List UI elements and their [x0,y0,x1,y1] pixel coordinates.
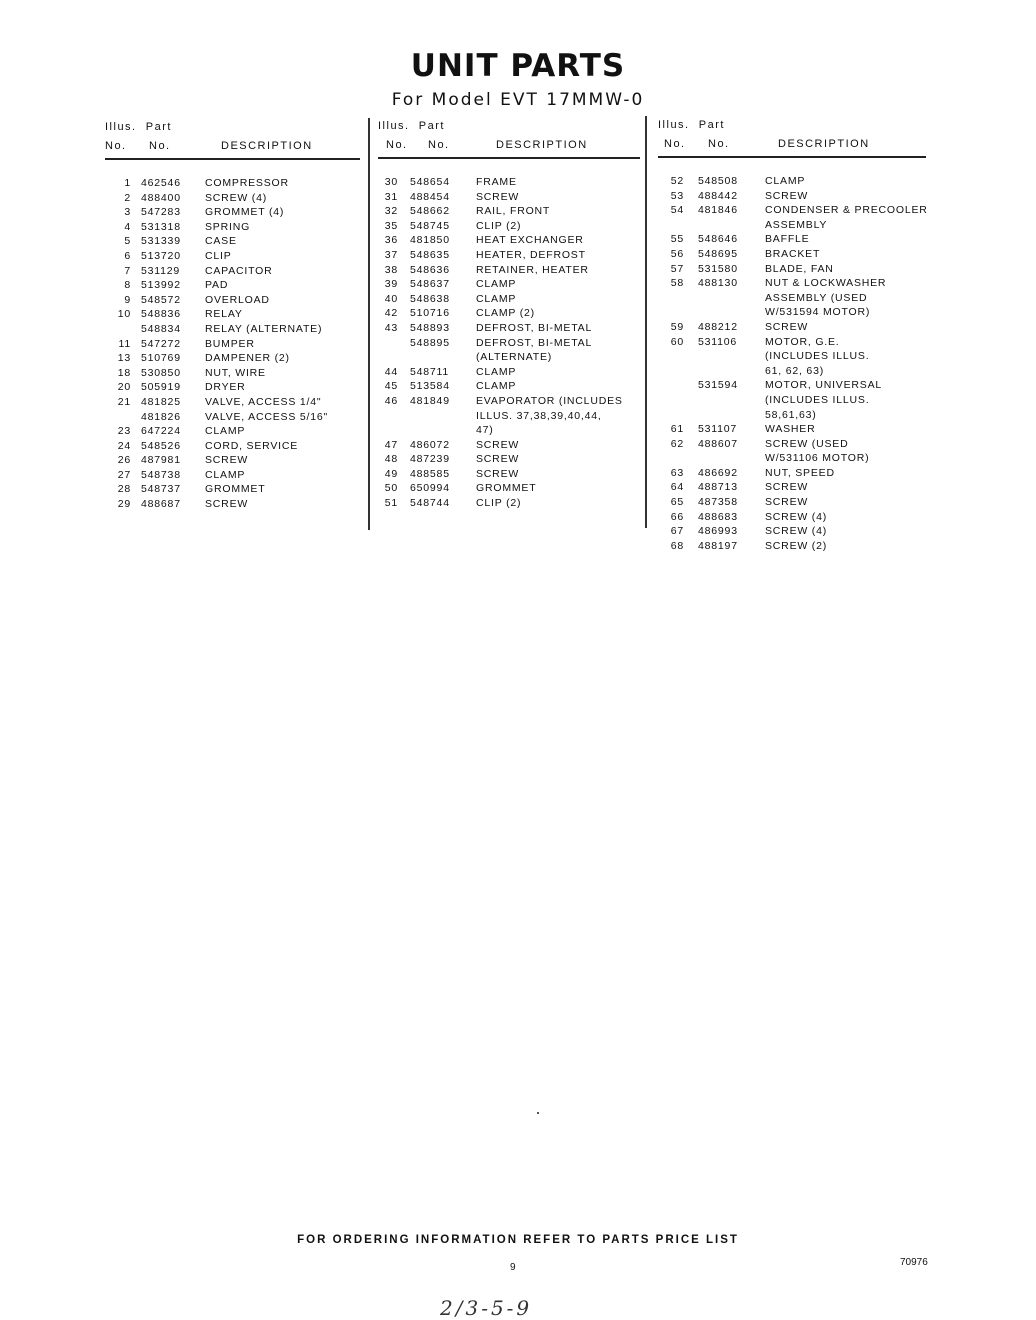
illus-number: 30 [384,176,398,188]
part-description: BRACKET [765,247,821,260]
illus-number: 9 [124,293,131,306]
parts-row [658,495,926,510]
part-number: 481850 [410,234,450,247]
header-part: Part [698,119,725,131]
illus-number: 38 [384,263,398,276]
part-description: SCREW (2) [765,539,828,552]
part-description: SCREW [765,320,809,333]
parts-row [105,410,360,425]
parts-row [378,467,640,482]
parts-row [658,364,926,379]
part-number: 531318 [141,220,181,233]
part-description: SCREW (4) [765,525,828,538]
part-number: 487358 [698,496,738,509]
part-description: FRAME [476,176,517,188]
parts-row [658,320,926,335]
parts-row [658,276,926,291]
illus-number: 4 [124,220,131,233]
parts-row [105,424,360,439]
part-number: 487981 [141,454,181,467]
illus-number: 5 [124,235,131,248]
illus-number: 8 [124,279,131,292]
illus-number: 10 [117,308,131,321]
parts-row [105,453,360,468]
header-part: Part [418,120,445,132]
part-description: NUT, SPEED [765,466,835,479]
part-description: NUT & LOCKWASHER [765,277,887,290]
part-number: 462546 [141,177,181,189]
illus-number: 53 [670,189,684,202]
part-description: SCREW [765,189,809,202]
part-number: 488585 [410,467,450,480]
parts-row [378,394,640,409]
part-number: 547272 [141,337,181,350]
part-description: VALVE, ACCESS 5/16" [205,410,329,423]
parts-row [378,175,640,190]
illus-number: 59 [670,320,684,333]
parts-row [105,220,360,235]
part-description: MOTOR, G.E. [765,335,840,348]
part-description: ILLUS. 37,38,39,40,44, [476,409,602,422]
parts-row [378,365,640,380]
column-header [378,120,640,159]
illus-number: 1 [124,177,131,189]
parts-row [378,306,640,321]
part-description: CAPACITOR [205,264,273,277]
part-description: CORD, SERVICE [205,439,299,452]
part-description: CLIP (2) [476,219,522,232]
part-number: 548646 [698,233,738,246]
part-number: 530850 [141,366,181,379]
illus-number: 21 [117,395,131,408]
part-description: DRYER [205,381,246,394]
parts-row [658,291,926,306]
parts-row [658,349,926,364]
parts-row [378,292,640,307]
illus-number: 2 [124,191,131,204]
illus-number: 13 [117,352,131,365]
part-description: CLAMP [476,292,517,305]
header-description: DESCRIPTION [778,138,870,150]
parts-row [658,437,926,452]
part-number: 488130 [698,277,738,290]
illus-number: 42 [384,307,398,320]
parts-row [378,248,640,263]
parts-row [105,293,360,308]
part-number: 531129 [141,264,181,277]
illus-number: 65 [670,496,684,509]
parts-row [658,247,926,262]
part-number: 510716 [410,307,450,320]
illus-number: 50 [384,482,398,495]
part-description: DEFROST, BI-METAL [476,321,593,334]
header-part-no: No. [708,138,730,150]
part-number: 548638 [410,292,450,305]
part-number: 488400 [141,191,181,204]
illus-number: 11 [118,337,131,350]
part-description: CLAMP [205,425,246,438]
part-description: 61, 62, 63) [765,364,825,377]
part-description: GROMMET [205,483,266,496]
parts-row [105,176,360,191]
illus-number: 66 [670,510,684,523]
part-number: 481826 [141,410,181,423]
part-description: GROMMET (4) [205,206,285,219]
part-number: 486993 [698,525,738,538]
part-description: SCREW [205,498,249,511]
illus-number: 6 [124,249,131,262]
part-number: 513720 [141,249,181,262]
part-number: 488197 [698,539,738,552]
part-description: CLAMP [205,468,246,481]
ordering-footer: FOR ORDERING INFORMATION REFER TO PARTS PRICE LIST [297,1234,739,1246]
illus-number: 46 [384,394,398,407]
part-description: BLADE, FAN [765,262,834,275]
part-description: RETAINER, HEATER [476,263,589,276]
part-number: 531106 [698,335,738,348]
parts-row [658,408,926,423]
illus-number: 52 [670,175,684,187]
part-description: NUT, WIRE [205,366,266,379]
parts-row [658,510,926,525]
part-description: ASSEMBLY [765,218,828,231]
document-code: 70976 [900,1257,928,1268]
illus-number: 20 [117,381,131,394]
part-number: 531580 [698,262,738,275]
parts-row [105,322,360,337]
column-header [105,121,360,160]
part-description: (INCLUDES ILLUS. [765,350,870,363]
scan-speck [537,1112,539,1114]
parts-row [378,350,640,365]
illus-number: 47 [384,438,398,451]
header-illus: Illus. [658,119,690,131]
part-number: 548893 [410,321,450,334]
illus-number: 31 [384,190,398,203]
part-number: 481849 [410,394,450,407]
part-description: SCREW [476,453,520,466]
header-description: DESCRIPTION [221,140,313,152]
part-number: 548695 [698,247,738,260]
illus-number: 57 [670,262,684,275]
part-description: CLAMP [476,365,517,378]
part-number: 488687 [141,498,181,511]
illus-number: 51 [384,497,398,510]
part-description: HEATER, DEFROST [476,248,586,261]
parts-row [105,234,360,249]
illus-number: 43 [384,321,398,334]
parts-row [105,380,360,395]
parts-row [105,264,360,279]
part-number: 531594 [698,379,738,392]
parts-row [378,379,640,394]
parts-row [105,351,360,366]
illus-number: 23 [117,425,131,438]
part-number: 481825 [141,395,181,408]
part-description: CLIP [205,249,232,262]
part-number: 531107 [698,423,738,436]
parts-row [658,305,926,320]
part-description: SPRING [205,220,251,233]
part-description: SCREW (4) [205,191,268,204]
part-description: GROMMET [476,482,537,495]
header-no: No. [664,138,686,150]
part-number: 486692 [698,466,738,479]
parts-row [378,452,640,467]
part-number: 650994 [410,482,450,495]
parts-column-1 [105,121,360,512]
part-description: SCREW [476,438,520,451]
part-number: 548636 [410,263,450,276]
part-description: CLAMP [765,175,806,187]
illus-number: 36 [384,234,398,247]
part-number: 486072 [410,438,450,451]
part-number: 547283 [141,206,181,219]
parts-rows [658,174,926,553]
part-description: CLAMP (2) [476,307,535,320]
part-description: (ALTERNATE) [476,351,553,364]
header-part-no: No. [428,139,450,151]
part-number: 505919 [141,381,181,394]
illus-number: 60 [670,335,684,348]
part-number: 548508 [698,175,738,187]
parts-rows [378,175,640,511]
illus-number: 26 [117,454,131,467]
part-description: RELAY (ALTERNATE) [205,322,323,335]
part-description: CLIP (2) [476,497,522,510]
parts-row [105,249,360,264]
part-number: 548836 [141,308,181,321]
parts-row [658,218,926,233]
part-description: COMPRESSOR [205,177,289,189]
part-description: MOTOR, UNIVERSAL [765,379,883,392]
parts-row [658,232,926,247]
parts-rows [105,176,360,512]
illus-number: 49 [384,467,398,480]
illus-number: 67 [670,525,684,538]
illus-number: 24 [117,439,131,452]
header-illus: Illus. [378,120,410,132]
part-description: WASHER [765,423,816,436]
part-description: CONDENSER & PRECOOLER [765,204,928,217]
part-description: ASSEMBLY (USED [765,291,868,304]
illus-number: 27 [117,468,131,481]
part-description: CASE [205,235,237,248]
parts-row [105,497,360,512]
header-part-no: No. [149,140,171,152]
parts-row [105,337,360,352]
part-number: 548662 [410,205,450,218]
part-number: 548637 [410,278,450,291]
illus-number: 3 [124,206,131,219]
parts-row [658,174,926,189]
part-description: W/531594 MOTOR) [765,306,871,319]
parts-row [658,393,926,408]
illus-number: 61 [670,423,684,436]
part-description: SCREW [476,467,520,480]
part-number: 531339 [141,235,181,248]
model-subtitle: For Model EVT 17MMW-0 [391,90,645,110]
parts-column-2 [378,120,640,511]
column-divider [368,118,370,530]
parts-row [658,335,926,350]
parts-row [378,204,640,219]
illus-number: 32 [384,205,398,218]
illus-number: 39 [384,278,398,291]
part-description: RELAY [205,308,243,321]
part-description: (INCLUDES ILLUS. [765,393,870,406]
parts-row [105,205,360,220]
header-part: Part [145,121,172,133]
part-number: 488454 [410,190,450,203]
parts-row [105,191,360,206]
parts-row [378,219,640,234]
column-divider [645,116,647,528]
part-number: 548572 [141,293,181,306]
part-number: 548745 [410,219,450,232]
parts-row [378,263,640,278]
part-number: 481846 [698,204,738,217]
illus-number: 54 [670,204,684,217]
part-number: 488212 [698,320,738,333]
illus-number: 55 [670,233,684,246]
illus-number: 45 [384,380,398,393]
parts-row [378,336,640,351]
parts-row [378,481,640,496]
illus-number: 63 [670,466,684,479]
part-description: CLAMP [476,278,517,291]
parts-row [378,233,640,248]
parts-row [658,524,926,539]
illus-number: 18 [117,366,131,379]
part-description: VALVE, ACCESS 1/4" [205,395,322,408]
illus-number: 58 [670,277,684,290]
part-description: SCREW (USED [765,437,849,450]
illus-number: 35 [384,219,398,232]
part-description: EVAPORATOR (INCLUDES [476,394,623,407]
part-description: CLAMP [476,380,517,393]
parts-row [378,409,640,424]
parts-row [378,277,640,292]
part-description: SCREW [476,190,520,203]
header-illus: Illus. [105,121,137,133]
part-number: 513992 [141,279,181,292]
illus-number: 62 [670,437,684,450]
part-number: 647224 [141,425,181,438]
handwritten-note: 2/3-5-9 [440,1296,533,1320]
page-number: 9 [510,1262,516,1273]
part-number: 488442 [698,189,738,202]
part-description: DAMPENER (2) [205,352,290,365]
part-number: 548654 [410,176,450,188]
parts-row [658,422,926,437]
part-description: DEFROST, BI-METAL [476,336,593,349]
part-number: 487239 [410,453,450,466]
part-description: SCREW [205,454,249,467]
parts-row [105,307,360,322]
parts-row [658,451,926,466]
illus-number: 64 [670,481,684,494]
parts-row [658,262,926,277]
parts-row [658,189,926,204]
header-no: No. [386,139,408,151]
parts-row [378,438,640,453]
illus-number: 48 [384,453,398,466]
parts-row [105,439,360,454]
part-description: BUMPER [205,337,255,350]
illus-number: 29 [117,498,131,511]
part-description: W/531106 MOTOR) [765,452,870,465]
part-number: 513584 [410,380,450,393]
illus-number: 37 [384,248,398,261]
part-description: SCREW (4) [765,510,828,523]
header-description: DESCRIPTION [496,139,588,151]
parts-row [658,378,926,393]
part-description: SCREW [765,496,809,509]
part-number: 548635 [410,248,450,261]
part-number: 510769 [141,352,181,365]
parts-row [105,395,360,410]
part-number: 488683 [698,510,738,523]
illus-number: 40 [384,292,398,305]
part-number: 548526 [141,439,181,452]
column-header [658,119,926,158]
header-no: No. [105,140,127,152]
parts-row [658,203,926,218]
parts-row [105,482,360,497]
part-description: 58,61,63) [765,408,817,421]
parts-row [105,366,360,381]
parts-row [378,321,640,336]
parts-row [658,480,926,495]
illus-number: 68 [670,539,684,552]
parts-row [378,496,640,511]
illus-number: 56 [670,247,684,260]
illus-number: 7 [124,264,131,277]
parts-row [105,468,360,483]
part-number: 548744 [410,497,450,510]
parts-row [105,278,360,293]
part-description: RAIL, FRONT [476,205,551,218]
parts-row [658,539,926,554]
parts-row [658,466,926,481]
parts-row [378,190,640,205]
part-description: HEAT EXCHANGER [476,234,584,247]
part-description: 47) [476,424,494,437]
part-number: 548737 [141,483,181,496]
part-description: BAFFLE [765,233,810,246]
part-description: OVERLOAD [205,293,270,306]
part-number: 548711 [410,365,450,378]
parts-row [378,423,640,438]
part-number: 548834 [141,322,181,335]
part-number: 548895 [410,336,450,349]
part-number: 488713 [698,481,738,494]
part-description: PAD [205,279,229,292]
part-number: 488607 [698,437,738,450]
part-number: 548738 [141,468,181,481]
parts-column-3 [658,119,926,553]
page-title: UNIT PARTS [410,48,626,84]
part-description: SCREW [765,481,809,494]
illus-number: 44 [384,365,398,378]
illus-number: 28 [117,483,131,496]
